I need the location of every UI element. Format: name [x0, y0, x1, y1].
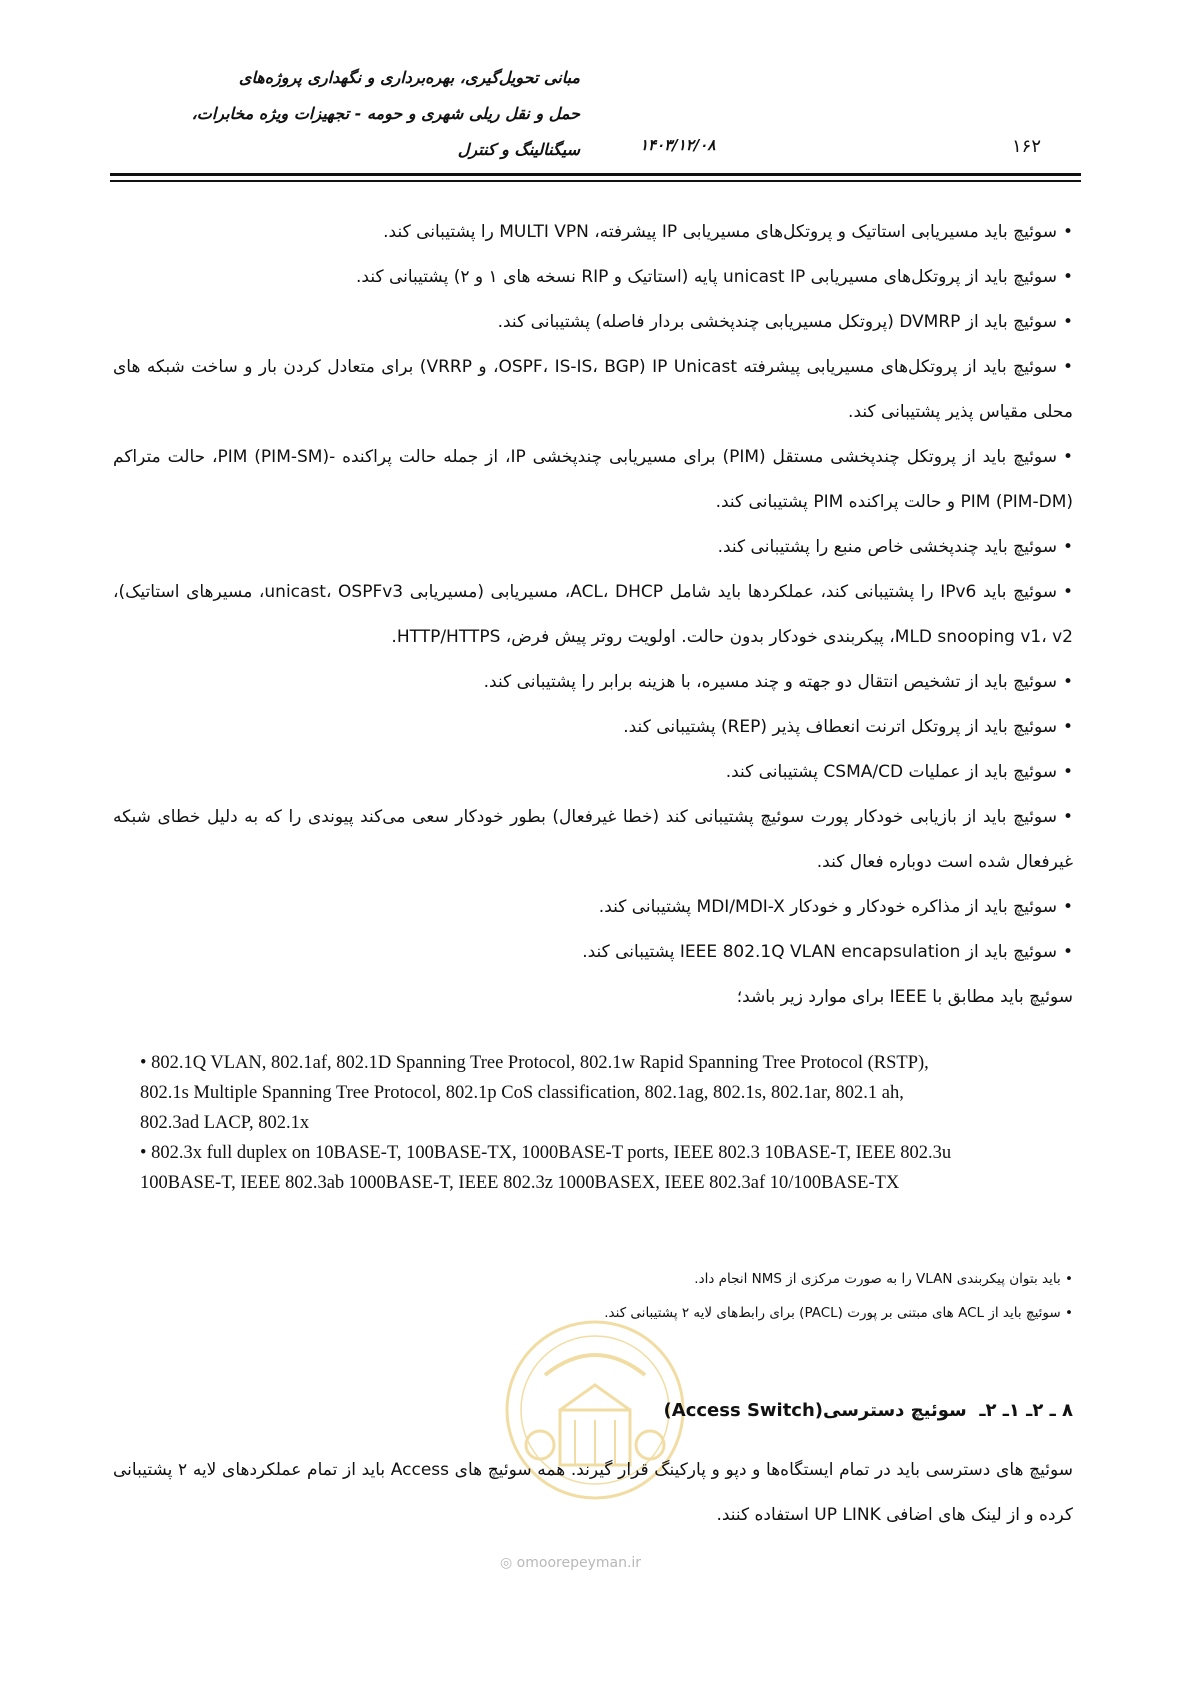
list-item: •سوئیچ باید از پروتکل‌های مسیریابی پیشرفته IP Unicast (OSPF، IS-IS، BGP، و VRRP) برای متعادل کردن بار و ساخت شبکه های محلی مقیاس پذیر پشتیبانی کند. — [113, 357, 1073, 422]
ieee-intro: سوئیچ باید مطابق با IEEE برای موارد زیر باشد؛ — [736, 987, 1073, 1007]
list-item: •سوئیچ باید از پروتکل‌های مسیریابی unicast IP پایه (استاتیک و RIP نسخه های ۱ و ۲) پشتیبانی کند. — [356, 267, 1073, 287]
body-paragraph: سوئیچ های دسترسی باید در تمام ایستگاه‌ها و دپو و پارکینگ قرار گیرند. همه سوئیچ های Access باید از تمام عملکردهای لایه ۲ پشتیبانی کرده و از لینک های اضافی UP LINK استفاده کنند. — [113, 1460, 1073, 1525]
bullet-list — [113, 210, 1073, 1020]
standards-line: • 802.3x full duplex on 10BASE-T, 100BASE-TX, 1000BASE-T ports, IEEE 802.3 10BASE-T, IEEE 802.3u 100BASE-T, IEEE 802.3ab 1000BASE-T, IEEE 802.3z 1000BASEX, IEEE 802.3af 10/100BASE-TX — [140, 1143, 952, 1193]
ieee-standards-list — [140, 1048, 960, 1198]
list-item: • باید بتوان پیکربندی VLAN را به صورت مرکزی از NMS انجام داد. — [694, 1271, 1073, 1287]
list-item: • سوئیچ باید از ACL های مبتنی بر پورت (PACL) برای رابط‌های لایه ۲ پشتیبانی کند. — [604, 1305, 1073, 1321]
standards-line: • 802.1Q VLAN, 802.1af, 802.1D Spanning Tree Protocol, 802.1w Rapid Spanning Tree Protocol (RSTP), 802.1s Multiple Spanning Tree Protocol, 802.1p CoS classification, 802.1ag, 802.1s, 802.1ar, 802.1 ah, 802.3ad LACP, 802.1x — [140, 1053, 929, 1133]
section-title: سوئیچ دسترسی(Access Switch) — [663, 1400, 967, 1421]
section-heading — [664, 1400, 1073, 1421]
list-item: •سوئیچ باید IPv6 را پشتیبانی کند، عملکردها باید شامل ACL، DHCP، مسیریابی (مسیریابی unicast، OSPFv3، مسیرهای استاتیک)، MLD snooping v1، v2، پیکربندی خودکار بدون حالت. اولویت روتر پیش فرض، HTTP/HTTPS. — [113, 582, 1074, 647]
list-item: •سوئیچ باید از عملیات CSMA/CD پشتیبانی کند. — [725, 762, 1073, 782]
header-date: ۱۴۰۳/۱۲/۰۸ — [640, 136, 716, 154]
page-header — [110, 60, 1081, 180]
list-item: •سوئیچ باید از پروتکل چندپخشی مستقل (PIM) برای مسیریابی چندپخشی IP، از جمله حالت پراکنده -PIM (PIM-SM)، حالت متراکم (PIM-DM) PIM و حالت پراکنده PIM پشتیبانی کند. — [113, 447, 1073, 512]
title-line: سیگنالینگ و کنترل — [457, 140, 580, 159]
list-item: •سوئیچ باید از تشخیص انتقال دو جهته و چند مسیره، با هزینه برابر را پشتیبانی کند. — [483, 672, 1073, 692]
list-item: •سوئیچ باید از DVMRP (پروتکل مسیریابی چندپخشی بردار فاصله) پشتیبانی کند. — [497, 312, 1073, 332]
list-item: •سوئیچ باید از مذاکره خودکار و خودکار MDI/MDI-X پشتیبانی کند. — [598, 897, 1073, 917]
title-line: مبانی تحویل‌گیری، بهره‌برداری و نگهداری پروژه‌های — [238, 68, 580, 87]
list-item: •سوئیچ باید مسیریابی استاتیک و پروتکل‌های مسیریابی IP پیشرفته، MULTI VPN را پشتیبانی کند. — [383, 222, 1073, 242]
title-line: حمل و نقل ریلی شهری و حومه - تجهیزات ویژه مخابرات، — [191, 104, 580, 123]
list-item: •سوئیچ باید از پروتکل اترنت انعطاف پذیر (REP) پشتیبانی کند. — [623, 717, 1073, 737]
document-title — [110, 60, 580, 168]
section-number: ۸ ـ ۲ـ ۱ـ ۲ـ — [979, 1400, 1073, 1421]
list-item: •سوئیچ باید از بازیابی خودکار پورت سوئیچ پشتیبانی کند (خطا غیرفعال) بطور خودکار سعی می‌کند پیوندی را که به دلیل خطای شبکه غیرفعال شده است دوباره فعال کند. — [113, 807, 1073, 872]
watermark-url: ◎ omoorepeyman.ir — [500, 1555, 642, 1571]
list-item: •سوئیچ باید چندپخشی خاص منبع را پشتیبانی کند. — [717, 537, 1073, 557]
list-item: •سوئیچ باید از IEEE 802.1Q VLAN encapsulation پشتیبانی کند. — [582, 942, 1073, 962]
header-rule-thick — [110, 173, 1081, 176]
page-number: ۱۶۲ — [1011, 136, 1041, 157]
header-rule-thin — [110, 180, 1081, 182]
